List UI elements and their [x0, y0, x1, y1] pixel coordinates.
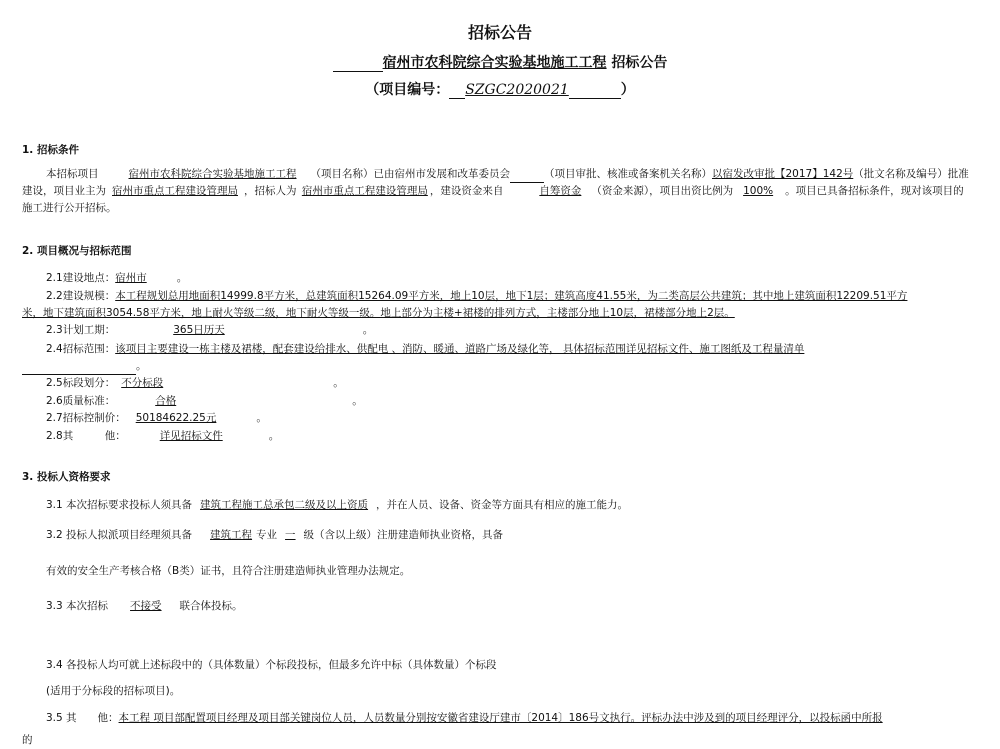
- blank-line: [510, 168, 544, 183]
- label: 3.5 其 他：: [46, 712, 119, 724]
- text: 。: [333, 377, 344, 389]
- label: 2.5标段划分：: [46, 377, 116, 389]
- label: 2.1建设地点：: [46, 272, 116, 284]
- text: 专业: [256, 529, 278, 541]
- section-1-paragraph: [22, 166, 974, 217]
- ratio-field: 100%: [743, 185, 774, 197]
- consortium-field: 不接受: [130, 600, 162, 612]
- item-2-6: [46, 393, 974, 410]
- scale-field-line-1: 本工程规划总用地面积14999.8平方米，总建筑面积15264.09平方米，地上10层，地下1层；建筑高度41.55米，为二类高层公共建筑；其中地上建筑面积12209.51平方: [115, 290, 908, 302]
- text: 。: [362, 324, 374, 336]
- label: 2.7招标控制价：: [46, 412, 126, 424]
- project-code: SZGC2020021: [465, 82, 569, 98]
- blank-line: [22, 360, 136, 375]
- text: 级（含以上级）注册建造师执业资格，具备: [303, 529, 504, 541]
- control-price-field: 50184622.25元: [135, 412, 217, 424]
- owner-field: 宿州市重点工程建设管理局: [112, 185, 238, 197]
- approval-field: 以宿发改审批【2017】142号: [712, 168, 854, 180]
- fund-field: 自筹资金: [539, 185, 582, 197]
- text: 。: [256, 412, 267, 424]
- scope-field: 该项目主要建设一栋主楼及裙楼，配套建设给排水、供配电 、消防、暖通、道路广场及绿化等， 具体招标范围详见招标文件、施工图纸及工程量清单: [115, 343, 805, 355]
- section-1-heading: 1. 招标条件: [22, 144, 79, 156]
- project-code-line: [0, 79, 1000, 99]
- blank-line: [333, 57, 383, 72]
- other-requirements-field: 本工程 项目部配置项目经理及项目部关键岗位人员，人员数量分别按安徽省建设厅建市〔2014〕186号文执行。评标办法中涉及到的项目经理评分，以投标函中所报: [118, 712, 883, 724]
- item-2-5: [46, 375, 974, 392]
- location-field: 宿州市: [115, 272, 147, 284]
- item-3-4-note: (适用于分标段的招标项目)。: [46, 685, 181, 697]
- item-2-8: [46, 428, 974, 445]
- text: 联合体投标。: [179, 600, 243, 612]
- text: 。: [268, 430, 280, 442]
- item-3-5-continued: 的: [22, 734, 33, 746]
- text: 。项目已具备招标条件，现对该项目的施工进行公开招标。: [22, 185, 964, 214]
- text: （批文名称及编号）批准建设，项目业主为: [22, 168, 969, 197]
- label: 2.8其 他：: [46, 430, 126, 442]
- text: 3.1 本次招标要求投标人须具备: [46, 499, 193, 511]
- scale-field-line-2: 米，地下建筑面积3054.58平方米，地上耐火等级二级，地下耐火等级一级。地上部分为主楼+裙楼的排列方式，主楼部分地上10层，裙楼部分地上2层。: [22, 307, 735, 319]
- section-division-field: 不分标段: [121, 377, 164, 389]
- subtitle-suffix: 招标公告: [611, 55, 668, 71]
- text: 3.3 本次招标: [46, 600, 109, 612]
- duration-field: 365日历天: [173, 324, 225, 336]
- item-3-4: 3.4 各投标人均可就上述标段中的（具体数量）个标段投标，但最多允许中标（具体数量）个标段: [46, 659, 497, 671]
- other-field: 详见招标文件: [159, 430, 223, 442]
- project-name: 宿州市农科院综合实验基地施工工程: [382, 55, 607, 71]
- item-2-3: [46, 322, 974, 339]
- label: 2.2建设规模：: [46, 290, 116, 302]
- page-title: 招标公告: [467, 23, 532, 42]
- project-name-field: 宿州市农科院综合实验基地施工工程: [128, 168, 297, 180]
- text: ，并在人员、设备、资金等方面具有相应的施工能力。: [376, 499, 629, 511]
- item-3-5: [46, 710, 974, 727]
- tenderer-field: 宿州市重点工程建设管理局: [301, 185, 428, 197]
- text: （项目审批、核准或备案机关名称）: [544, 168, 712, 180]
- text: 。: [176, 272, 188, 284]
- grade-field: 一: [285, 529, 296, 541]
- specialty-field: 建筑工程: [210, 529, 253, 541]
- label: 2.6质量标准：: [46, 395, 116, 407]
- qualification-field: 建筑工程施工总承包二级及以上资质: [200, 499, 369, 511]
- item-2-4: [46, 341, 974, 358]
- text: （资金来源），项目出资比例为: [591, 185, 734, 197]
- section-3-heading: 3. 投标人资格要求: [22, 471, 111, 483]
- text: 。: [352, 395, 363, 407]
- text: ，建设资金来自: [429, 185, 504, 197]
- blank-line: [449, 84, 465, 99]
- item-2-7: [46, 410, 974, 427]
- label: 2.3计划工期：: [46, 324, 116, 336]
- code-suffix: ）: [620, 82, 635, 98]
- section-2-heading: 2. 项目概况与招标范围: [22, 245, 132, 257]
- item-2-1: [46, 270, 974, 287]
- text: 。: [136, 360, 147, 372]
- item-2-2: [46, 288, 974, 305]
- text: 本招标项目: [46, 168, 99, 180]
- code-prefix: （项目编号：: [365, 82, 450, 98]
- announcement-subtitle: [0, 52, 1000, 72]
- quality-field: 合格: [155, 395, 177, 407]
- blank-line: [569, 84, 621, 99]
- item-3-1: [46, 497, 974, 514]
- item-2-4-continued: [22, 358, 974, 375]
- item-3-2-continued: 有效的安全生产考核合格（B类）证书，且符合注册建造师执业管理办法规定。: [46, 565, 411, 577]
- item-3-3: [46, 598, 974, 615]
- item-2-2-continued: [22, 305, 974, 322]
- text: 3.2 投标人拟派项目经理须具备: [46, 529, 193, 541]
- text: ，招标人为: [244, 185, 297, 197]
- item-3-2: [46, 527, 974, 544]
- label: 2.4招标范围：: [46, 343, 116, 355]
- text: （项目名称）已由宿州市发展和改革委员会: [310, 168, 510, 180]
